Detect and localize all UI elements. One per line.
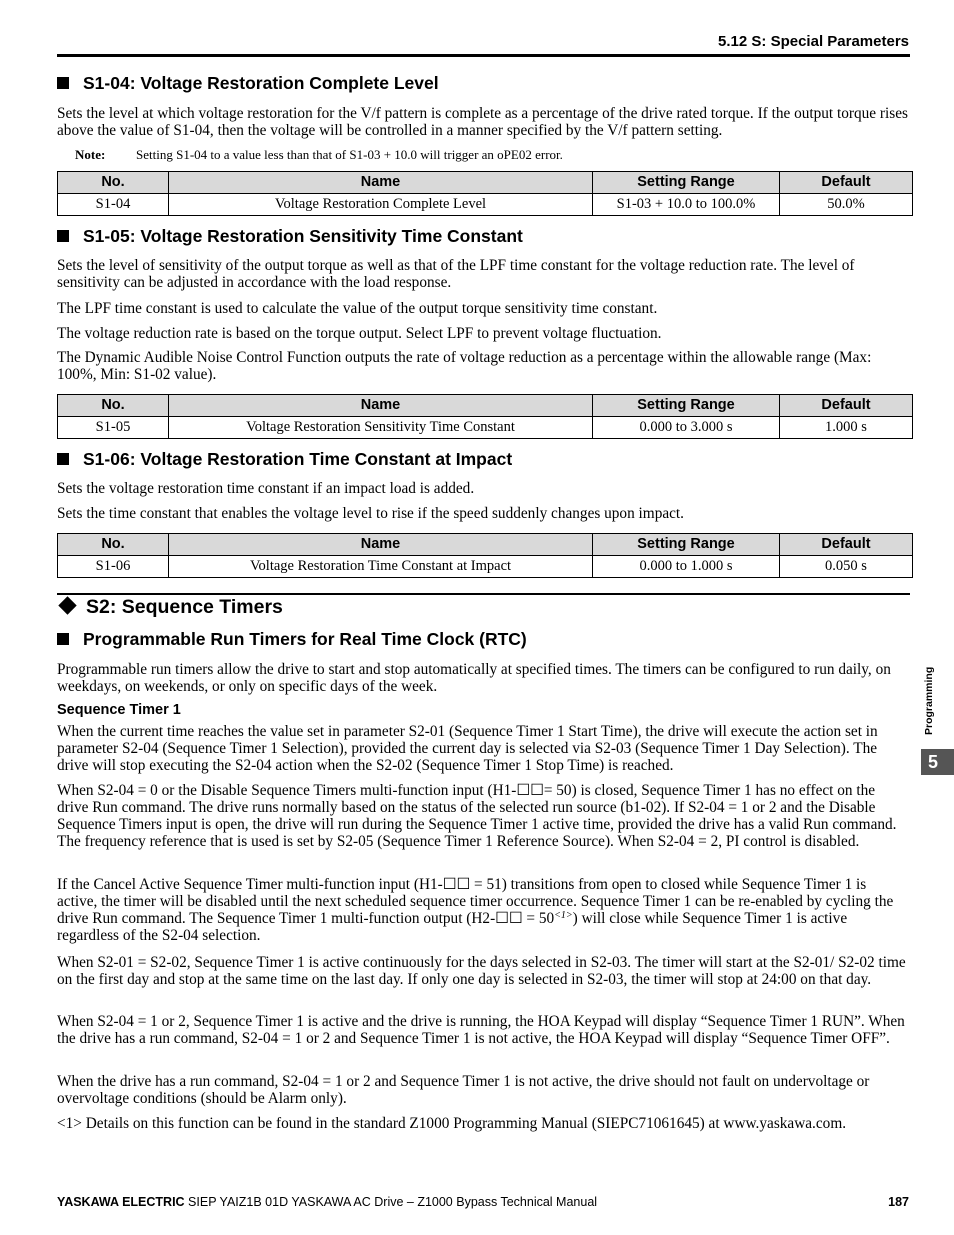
col-header-default: Default bbox=[780, 395, 913, 417]
heading-s1-05 bbox=[57, 228, 523, 245]
cell-no: S1-05 bbox=[58, 417, 169, 439]
s1-05-lpf: The LPF time constant is used to calculate the value of the output torque sensitivity time constant. bbox=[57, 300, 658, 317]
timer-cancel-text-b: ) will close while Sequence Timer 1 is active regardless of the S2-04 selection. bbox=[57, 910, 848, 944]
table-header-row bbox=[58, 395, 913, 417]
square-bullet-icon bbox=[57, 230, 69, 242]
note-text: Setting S1-04 to a value less than that of S1-03 + 10.0 will trigger an oPE02 error. bbox=[136, 147, 563, 162]
s1-06-description: Sets the voltage restoration time constant if an impact load is added. bbox=[57, 480, 475, 497]
col-header-no: No. bbox=[58, 172, 169, 194]
cell-default: 0.050 s bbox=[780, 556, 913, 578]
s1-05-table bbox=[57, 394, 913, 439]
col-header-name: Name bbox=[169, 534, 593, 556]
cell-no: S1-04 bbox=[58, 194, 169, 216]
heading-s2 bbox=[57, 596, 283, 618]
col-header-default: Default bbox=[780, 172, 913, 194]
footer-brand: YASKAWA ELECTRIC bbox=[57, 1195, 185, 1209]
footer-doc: SIEP YAIZ1B 01D YASKAWA AC Drive – Z1000 Bypass Technical Manual bbox=[184, 1195, 598, 1209]
s1-04-description: Sets the level at which voltage restoration for the V/f pattern is complete as a percentage of the drive rated torque. If the output torque rises above the value of S1-04, then the voltage will be controlled in a manner specified by the V/f pattern setting. bbox=[57, 105, 908, 139]
col-header-range: Setting Range bbox=[593, 395, 780, 417]
running-header: 5.12 S: Special Parameters bbox=[718, 33, 909, 50]
timer-display-paragraph: When S2-04 = 1 or 2, Sequence Timer 1 is active and the drive is running, the HOA Keypad will display “Sequence Timer 1 RUN”. When the drive has a run command, S2-04 = 1 or 2 and Sequence Timer 1 is not active, the HOA Keypad will display “Sequence Timer OFF”. bbox=[57, 1013, 905, 1047]
timer-start-paragraph: When the current time reaches the value set in parameter S2-01 (Sequence Timer 1 Start Time), the drive will execute the action set in parameter S2-04 (Sequence Timer 1 Selection), provided the current day is selected via S2-03 (Sequence Timer 1 Day Selection). The drive will stop executing the S2-04 action when the S2-02 (Sequence Timer 1 Stop Time) is reached. bbox=[57, 723, 878, 774]
timer-continuous-paragraph: When S2-01 = S2-02, Sequence Timer 1 is active continuously for the days selected in S2-03. The timer will start at the S2-01/ S2-02 time on the first day and stop at the same time on the last day. If only one day is selected in S2-03, the timer will stop at 24:00 on that day. bbox=[57, 954, 906, 988]
heading-s1-05-text: S1-05: Voltage Restoration Sensitivity Time Constant bbox=[83, 226, 523, 246]
table-row bbox=[58, 417, 913, 439]
col-header-name: Name bbox=[169, 395, 593, 417]
square-bullet-icon bbox=[57, 77, 69, 89]
col-header-name: Name bbox=[169, 172, 593, 194]
timer-fault-paragraph: When the drive has a run command, S2-04 = 1 or 2 and Sequence Timer 1 is not active, the drive should not fault on undervoltage or overvoltage conditions (should be Alarm only). bbox=[57, 1073, 870, 1107]
col-header-default: Default bbox=[780, 534, 913, 556]
cell-name: Voltage Restoration Complete Level bbox=[169, 194, 593, 216]
s1-06-table bbox=[57, 533, 913, 578]
rtc-description: Programmable run timers allow the drive to start and stop automatically at specified times. The timers can be configured to run daily, on weekdays, on weekends, or only on specific days of the week. bbox=[57, 661, 891, 695]
heading-s1-04-text: S1-04: Voltage Restoration Complete Level bbox=[83, 73, 439, 93]
timer-cancel-text-a: If the Cancel Active Sequence Timer multi-function input (H1-☐☐ = 51) transitions from open to closed while Sequence Timer 1 is active, the timer will be disabled until the next scheduled sequence timer occurrence. Sequence Timer 1 can be re-enabled by cycling the drive Run command. The Sequence Timer 1 multi-function output (H2-☐☐ = 50 bbox=[57, 876, 894, 927]
footnote-paragraph: <1> Details on this function can be found in the standard Z1000 Programming Manual (SIEPC71061645) at www.yaskawa.com. bbox=[57, 1115, 847, 1132]
heading-s2-text: S2: Sequence Timers bbox=[86, 596, 283, 618]
col-header-no: No. bbox=[58, 534, 169, 556]
s1-04-table bbox=[57, 171, 913, 216]
page-number: 187 bbox=[888, 1195, 909, 1209]
table-row bbox=[58, 556, 913, 578]
s1-04-note bbox=[75, 146, 563, 163]
diamond-bullet-icon bbox=[58, 596, 76, 614]
table-header-row bbox=[58, 172, 913, 194]
cell-no: S1-06 bbox=[58, 556, 169, 578]
table-header-row bbox=[58, 534, 913, 556]
cell-default: 1.000 s bbox=[780, 417, 913, 439]
s1-05-noise-control: The Dynamic Audible Noise Control Function outputs the rate of voltage reduction as a percentage within the allowable range (Max: 100%, Min: S1-02 value). bbox=[57, 349, 872, 383]
cell-default: 50.0% bbox=[780, 194, 913, 216]
cell-name: Voltage Restoration Sensitivity Time Constant bbox=[169, 417, 593, 439]
note-label: Note: bbox=[75, 147, 106, 162]
heading-rtc-text: Programmable Run Timers for Real Time Clock (RTC) bbox=[83, 629, 527, 649]
footnote-ref: <1> bbox=[554, 910, 573, 921]
chapter-tab: 5 bbox=[921, 749, 954, 775]
heading-sequence-timer-1: Sequence Timer 1 bbox=[57, 702, 181, 718]
timer-disable-paragraph: When S2-04 = 0 or the Disable Sequence Timers multi-function input (H1-☐☐= 50) is closed, Sequence Timer 1 has no effect on the drive Run command. The drive runs normally based on the status of the selected run source (b1-02). If S2-04 = 1 or 2 and the Disable Sequence Timers input is open, the drive will run during the Sequence Timer 1 active time, provided the drive has a valid Run command. The frequency reference that is used is set by S2-05 (Sequence Timer 1 Reference Source). When S2-04 = 2, PI control is disabled. bbox=[57, 782, 897, 850]
col-header-range: Setting Range bbox=[593, 172, 780, 194]
section-rule bbox=[57, 593, 910, 595]
heading-s1-06 bbox=[57, 451, 512, 468]
cell-range: 0.000 to 1.000 s bbox=[593, 556, 780, 578]
cell-range: S1-03 + 10.0 to 100.0% bbox=[593, 194, 780, 216]
heading-s1-04 bbox=[57, 75, 439, 92]
heading-rtc bbox=[57, 631, 527, 648]
s1-05-description: Sets the level of sensitivity of the output torque as well as that of the LPF time constant for the voltage reduction rate. The level of sensitivity can be adjusted in accordance with the load response. bbox=[57, 257, 855, 291]
side-tab-label: Programming bbox=[923, 666, 935, 735]
header-rule bbox=[57, 54, 910, 57]
col-header-no: No. bbox=[58, 395, 169, 417]
square-bullet-icon bbox=[57, 453, 69, 465]
cell-name: Voltage Restoration Time Constant at Impact bbox=[169, 556, 593, 578]
square-bullet-icon bbox=[57, 633, 69, 645]
timer-cancel-paragraph bbox=[57, 876, 910, 944]
col-header-range: Setting Range bbox=[593, 534, 780, 556]
table-row bbox=[58, 194, 913, 216]
footer-text bbox=[57, 1194, 597, 1211]
s1-05-reduction: The voltage reduction rate is based on the torque output. Select LPF to prevent voltage fluctuation. bbox=[57, 325, 662, 342]
s1-06-time-constant: Sets the time constant that enables the voltage level to rise if the speed suddenly changes upon impact. bbox=[57, 505, 685, 522]
cell-range: 0.000 to 3.000 s bbox=[593, 417, 780, 439]
heading-s1-06-text: S1-06: Voltage Restoration Time Constant at Impact bbox=[83, 449, 513, 469]
